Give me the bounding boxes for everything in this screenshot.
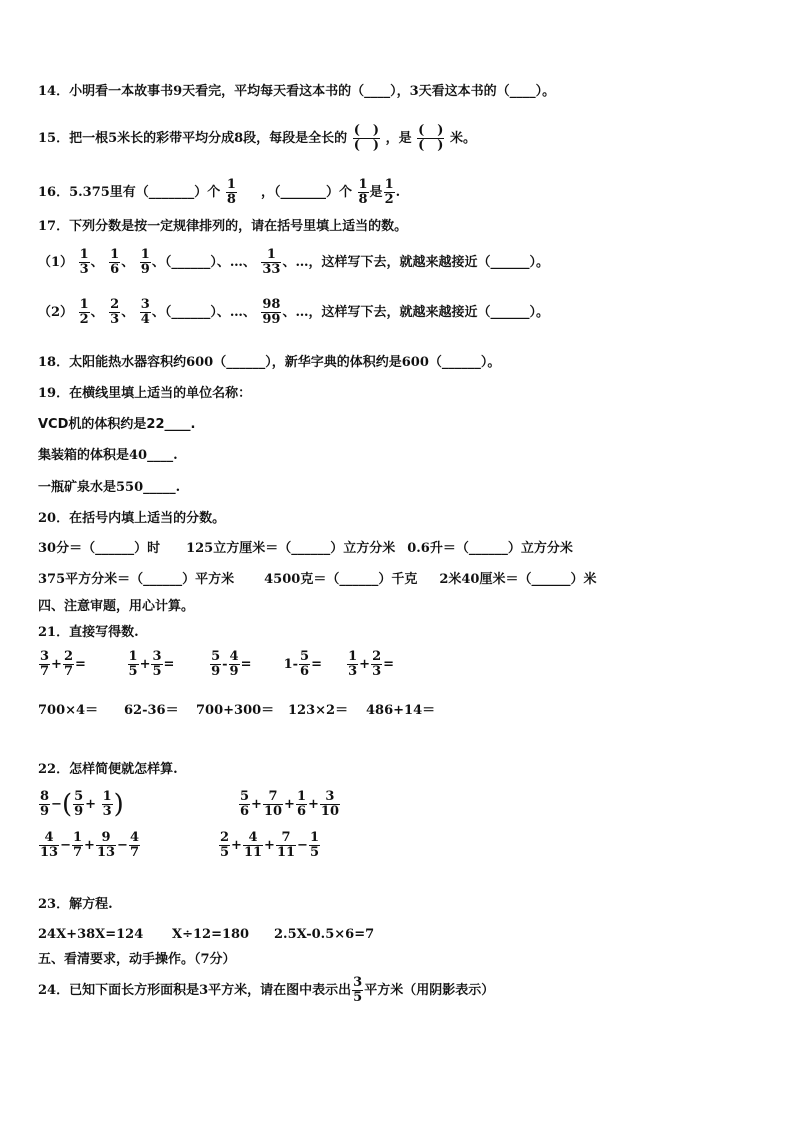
question-24: 24．已知下面长方形面积是3平方米，请在图中表示出 $\frac{3}{5}$ 平方米（用阴影表示） — [38, 975, 495, 1005]
question-20-row-2: 375平方分米＝（______）平方米 4500克＝（______）千克 2米40厘米＝（______）米 — [38, 572, 597, 587]
question-23-equations: 24X+38X=124 X÷12=180 2.5X-0.5×6=7 — [38, 927, 375, 942]
question-19-line-3: 一瓶矿泉水是550_____. — [38, 480, 181, 495]
question-17-title: 17．下列分数是按一定规律排列的，请在括号里填上适当的数。 — [38, 219, 408, 234]
expr-22-1: $\frac{8}{9}$ −( $\frac{5}{9}$ + $\frac{1}{3}$ ) — [40, 789, 124, 820]
question-14: 14．小明看一本故事书9天看完，平均每天看这本书的（____），3天看这本书的（____）。 — [38, 84, 556, 99]
expr-22-2: $\frac{5}{6}$ + $\frac{7}{10}$ + $\frac{1}{6}$ + $\frac{3}{10}$ — [240, 789, 339, 819]
question-17-row-2: （2） $\frac{1}{2}$ 、 $\frac{2}{3}$ 、 $\frac{3}{4}$ 、（______）、…、 $\frac{98}{99}$ 、…，这样写下去，就越来越接近（______）。 — [38, 297, 549, 327]
question-21-title: 21．直接写得数. — [38, 625, 139, 640]
expr-22-3: $\frac{4}{13}$ − $\frac{1}{7}$ + $\frac{9}{13}$ − $\frac{4}{7}$ — [40, 830, 139, 860]
question-18: 18．太阳能热水器容积约600（______），新华字典的体积约是600（______）。 — [38, 355, 501, 370]
expr-22-4: $\frac{2}{5}$ + $\frac{4}{11}$ + $\frac{7}{11}$ − $\frac{1}{5}$ — [220, 830, 319, 860]
question-21-fraction-row — [38, 650, 394, 679]
question-22-title: 22．怎样简便就怎样算. — [38, 762, 178, 777]
expr-21-3: $\frac{5}{9}$ - $\frac{4}{9}$ = — [211, 649, 252, 679]
expr-21-4: 1- $\frac{5}{6}$ = — [283, 649, 322, 679]
question-20-title: 20．在括号内填上适当的分数。 — [38, 511, 226, 526]
question-16: 16．5.375里有（_______）个 $\frac{1}{8}$ ，（_______）个 $\frac{1}{8}$ 是 $\frac{1}{2}$ . — [38, 177, 401, 207]
section-5-heading: 五、看清要求，动手操作。（7分） — [38, 952, 236, 967]
expr-21-2: $\frac{1}{5}$ + $\frac{3}{5}$ = — [128, 649, 175, 679]
expr-21-1: $\frac{3}{7}$ + $\frac{2}{7}$ = — [40, 649, 86, 679]
question-19-line-1: VCD机的体积约是22____. — [38, 417, 196, 432]
question-17-row-1: （1） $\frac{1}{3}$ 、 $\frac{1}{6}$ 、 $\frac{1}{9}$ 、（______）、…、 $\frac{1}{33}$ 、…，这样写下去，就越来越接近（______）。 — [38, 247, 549, 277]
question-21-integer-row: 700×4＝ 62-36＝ 700+300＝ 123×2＝ 486+14＝ — [38, 703, 436, 718]
section-4-heading: 四、注意审题，用心计算。 — [38, 599, 195, 614]
question-20-row-1: 30分＝（______）时 125立方厘米＝（______）立方分米 0.6升＝（______）立方分米 — [38, 541, 573, 556]
expr-21-5: $\frac{1}{3}$ + $\frac{2}{3}$ = — [348, 649, 395, 679]
question-19-line-2: 集装箱的体积是40____. — [38, 448, 178, 463]
question-15: 15．把一根5米长的彩带平均分成8段，每段是全长的 ( ) ( ) ，是 ( ) ( ) 米。 — [38, 123, 476, 153]
question-19-title: 19．在横线里填上适当的单位名称： — [38, 386, 252, 401]
question-23-title: 23．解方程. — [38, 897, 113, 912]
